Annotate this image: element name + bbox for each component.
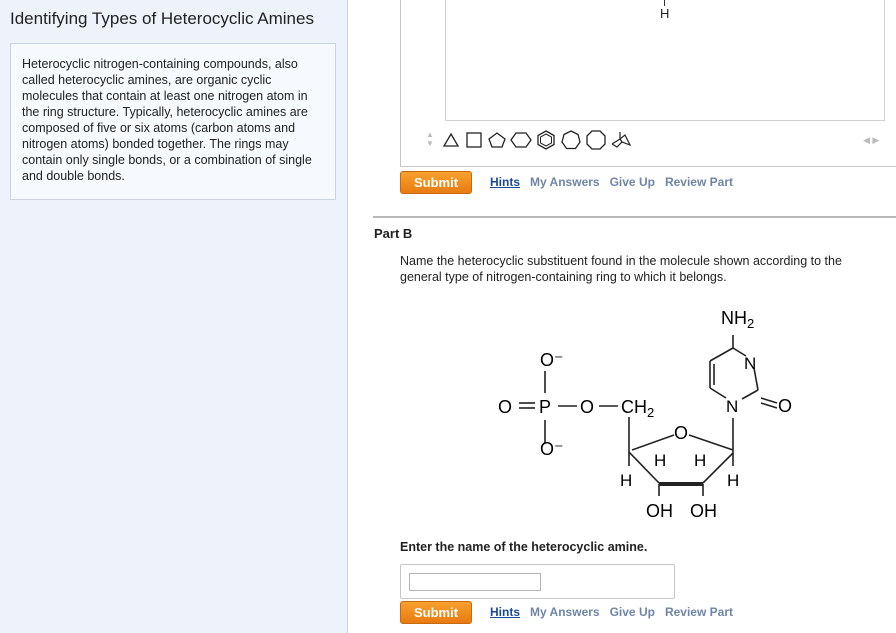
pyrimidine-n-lower: N [726,397,739,416]
hexagon-tool-icon[interactable] [510,131,532,149]
triangle-tool-icon[interactable] [441,131,461,149]
molecule-diagram [478,300,818,530]
hydroxyl-left: OH [646,501,673,521]
hints-link[interactable]: Hints [490,175,520,189]
main-content [348,0,896,633]
part-b-actions [400,601,743,623]
bridge-oxygen: O [580,397,595,417]
ch2-group: $CH_2$ [621,397,655,420]
answer-label: Enter the name of the heterocyclic amine. [400,540,648,554]
canvas-h-atom: H [660,6,670,21]
hints-link[interactable]: Hints [490,605,520,619]
review-part-link[interactable]: Review Part [664,605,733,619]
intro-box: Heterocyclic nitrogen-containing compounds, also called heterocyclic amines, are organic cyclic molecules that contain at least one nitrogen atom in the ring structure. Typically, heterocyclic amines are composed of five or six atoms (carbon atoms and nitrogen atoms) bonded together. The rings may contain only single bonds, or a combination of single and double bonds. [10,43,336,200]
amino-group: $NH_2$ [721,308,755,331]
toolbar-nav-icon[interactable]: ◀ ▶ [863,135,880,145]
octagon-tool-icon[interactable] [585,130,607,150]
part-a-actions [400,171,743,193]
phosphate-o-minus-top: O⁻ [540,350,564,370]
drawing-tool-box [400,0,896,167]
submit-button[interactable]: Submit [400,171,472,194]
my-answers-link[interactable]: My Answers [530,175,600,189]
carbonyl-oxygen: O [778,396,793,416]
pentagon-tool-icon[interactable] [487,131,507,149]
page-title: Identifying Types of Heterocyclic Amines [10,9,314,28]
ring-h-left-inner: H [654,451,667,470]
answer-input[interactable] [409,573,541,591]
answer-container [400,564,675,599]
left-panel [0,0,348,633]
hydroxyl-right: OH [690,501,717,521]
review-part-link[interactable]: Review Part [664,175,733,189]
phosphate-o-minus-bottom: O⁻ [540,439,564,459]
give-up-link[interactable]: Give Up [609,605,655,619]
give-up-link[interactable]: Give Up [609,175,655,189]
heptagon-tool-icon[interactable] [560,130,582,150]
submit-button[interactable]: Submit [400,601,472,624]
square-tool-icon[interactable] [464,131,484,149]
ring-h-left-outer: H [620,471,633,490]
shape-toolbar [427,130,635,150]
toolbar-scroll-icon[interactable]: ▲ ▼ [426,130,434,148]
phosphorus-atom: P [539,397,552,417]
drawing-canvas[interactable] [445,0,885,121]
benzene-tool-icon[interactable] [535,130,557,150]
my-answers-link[interactable]: My Answers [530,605,600,619]
ring-h-right-outer: H [727,471,740,490]
part-b-label: Part B [374,226,413,241]
phosphate-o-double: O [498,397,513,417]
chair-tool-icon[interactable] [610,130,632,150]
ring-oxygen: O [674,423,689,443]
pyrimidine-n-upper: N [744,354,757,373]
question-text: Name the heterocyclic substituent found in the molecule shown according to the general type of nitrogen-containing ring to which it belongs. [400,254,842,284]
ring-h-right-inner: H [694,451,707,470]
section-divider [373,216,896,218]
